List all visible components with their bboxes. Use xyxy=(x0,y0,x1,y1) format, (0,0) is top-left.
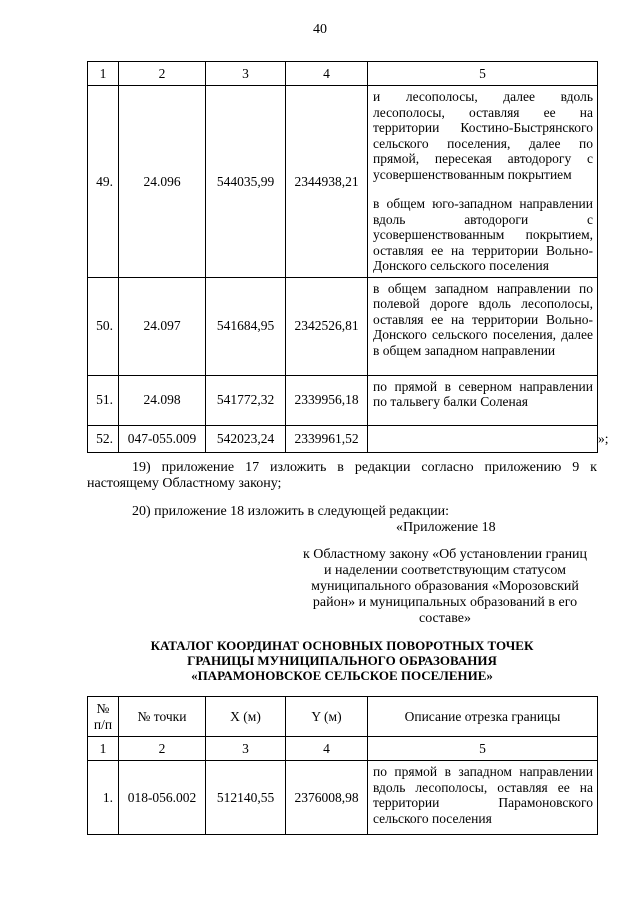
segment-description-part-2: в общем юго-западном направлении вдоль автодороги с усовершенствованным покрытием, оставляя ее на территории Вольно-Донского сельского поселения xyxy=(373,196,593,273)
point-id: 24.098 xyxy=(119,375,206,425)
header-row-number xyxy=(88,697,119,737)
row-number: 1. xyxy=(88,761,119,835)
page-number: 40 xyxy=(313,22,327,37)
header-num-line-2: п/п xyxy=(93,716,113,732)
appendix-reference: к Областному закону «Об установлении границ и наделении соответствующим статусом муниципального образования «Морозовский район» и муниципальных образований в его составе» xyxy=(302,547,588,626)
segment-description-part-1: и лесополосы, далее вдоль лесополосы, оставляя ее на территории Костино-Быстрянского сельского поселения, далее по прямой, пересекая автодорогу с усовершенствованным покрытием xyxy=(373,89,593,182)
point-id: 018-056.002 xyxy=(119,761,206,835)
catalog-heading-line-3: «ПАРАМОНОВСКОЕ СЕЛЬСКОЕ ПОСЕЛЕНИЕ» xyxy=(191,668,493,683)
y-coordinate: 2376008,98 xyxy=(286,761,368,835)
appendix-title: «Приложение 18 xyxy=(396,520,496,535)
header-point: № точки xyxy=(119,697,206,737)
row-number: 52. xyxy=(88,425,119,452)
table-header-numbers xyxy=(88,62,598,86)
header-y: Y (м) xyxy=(286,697,368,737)
table-row xyxy=(88,375,598,425)
segment-description: по прямой в северном направлении по тальвегу балки Соленая xyxy=(368,375,598,425)
header-num-3: 3 xyxy=(206,737,286,761)
table-row xyxy=(88,425,598,452)
header-num-5: 5 xyxy=(368,737,598,761)
header-num-3: 3 xyxy=(206,62,286,86)
x-coordinate: 542023,24 xyxy=(206,425,286,452)
catalog-heading-line-2: ГРАНИЦЫ МУНИЦИПАЛЬНОГО ОБРАЗОВАНИЯ xyxy=(187,653,497,668)
point-id: 24.096 xyxy=(119,86,206,278)
segment-description: по прямой в западном направлении вдоль лесополосы, оставляя ее на территории Парамоновского сельского поселения xyxy=(368,761,598,835)
x-coordinate: 512140,55 xyxy=(206,761,286,835)
header-num-1: 1 xyxy=(88,62,119,86)
x-coordinate: 544035,99 xyxy=(206,86,286,278)
header-num-4: 4 xyxy=(286,737,368,761)
table-row xyxy=(88,86,598,278)
row-number: 50. xyxy=(88,277,119,375)
y-coordinate: 2344938,21 xyxy=(286,86,368,278)
segment-description: в общем западном направлении по полевой дороге вдоль лесополосы, оставляя ее на территории Вольно-Донского сельского поселения, далее в общем западном направлении xyxy=(368,277,598,375)
catalog-heading-line-1: КАТАЛОГ КООРДИНАТ ОСНОВНЫХ ПОВОРОТНЫХ ТОЧЕК xyxy=(150,638,534,653)
y-coordinate: 2339961,52 xyxy=(286,425,368,452)
catalog-heading xyxy=(87,638,597,683)
point-id: 24.097 xyxy=(119,277,206,375)
point-id: 047-055.009 xyxy=(119,425,206,452)
header-num-4: 4 xyxy=(286,62,368,86)
closing-quote: »; xyxy=(598,431,609,446)
header-num-5: 5 xyxy=(368,62,598,86)
table-row xyxy=(88,761,598,835)
coordinates-table-continued xyxy=(87,61,598,453)
header-num-line-1: № xyxy=(96,701,110,716)
coordinates-table xyxy=(87,696,598,835)
row-number: 49. xyxy=(88,86,119,278)
y-coordinate: 2339956,18 xyxy=(286,375,368,425)
header-description: Описание отрезка границы xyxy=(368,697,598,737)
x-coordinate: 541684,95 xyxy=(206,277,286,375)
table-row xyxy=(88,277,598,375)
row-number: 51. xyxy=(88,375,119,425)
table-header-numbers xyxy=(88,737,598,761)
header-x: X (м) xyxy=(206,697,286,737)
paragraph-19: 19) приложение 17 изложить в редакции согласно приложению 9 к настоящему Областному закону; xyxy=(87,460,597,491)
header-num-1: 1 xyxy=(88,737,119,761)
segment-description xyxy=(368,425,598,452)
table-header xyxy=(88,697,598,737)
y-coordinate: 2342526,81 xyxy=(286,277,368,375)
paragraph-20: 20) приложение 18 изложить в следующей редакции: xyxy=(132,504,449,519)
x-coordinate: 541772,32 xyxy=(206,375,286,425)
segment-description xyxy=(368,86,598,278)
header-num-2: 2 xyxy=(119,737,206,761)
header-num-2: 2 xyxy=(119,62,206,86)
